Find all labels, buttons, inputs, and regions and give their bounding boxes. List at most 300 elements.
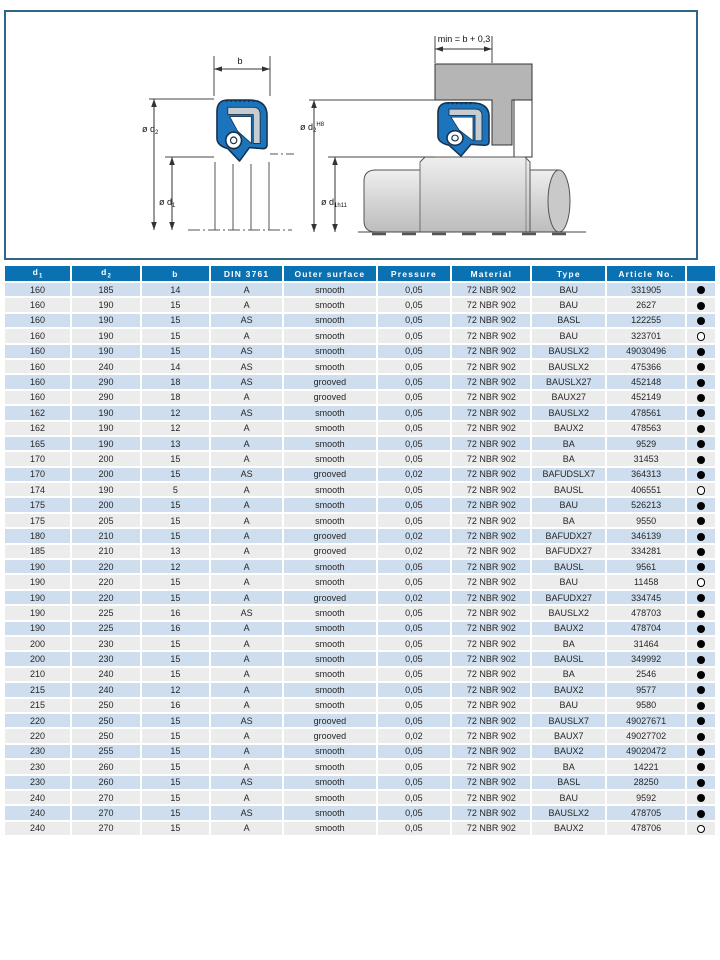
cell-pressure: 0,05 xyxy=(378,699,451,712)
cell-article-no: 9561 xyxy=(607,560,685,573)
table-row xyxy=(5,683,715,696)
cell-availability xyxy=(687,822,715,835)
cell-outer-surface: smooth xyxy=(284,345,375,358)
cell-outer-surface: smooth xyxy=(284,483,375,496)
cell-article-no: 364313 xyxy=(607,468,685,481)
cell-availability xyxy=(687,760,715,773)
cell-material: 72 NBR 902 xyxy=(452,575,530,588)
cell-material: 72 NBR 902 xyxy=(452,806,530,819)
cell-outer-surface: smooth xyxy=(284,298,375,311)
cell-outer-surface: smooth xyxy=(284,498,375,511)
cell-article-no: 323701 xyxy=(607,329,685,342)
cell-b: 15 xyxy=(142,652,209,665)
cell-type: BAFUDSLX7 xyxy=(532,468,605,481)
cell-d1: 180 xyxy=(5,529,70,542)
cell-outer-surface: smooth xyxy=(284,560,375,573)
cell-outer-surface: smooth xyxy=(284,452,375,465)
cell-pressure: 0,02 xyxy=(378,591,451,604)
cell-availability xyxy=(687,776,715,789)
technical-drawing-box xyxy=(4,10,698,260)
cell-d1: 190 xyxy=(5,560,70,573)
cell-material: 72 NBR 902 xyxy=(452,483,530,496)
cell-d1: 230 xyxy=(5,745,70,758)
availability-dot-filled xyxy=(697,594,705,602)
cell-pressure: 0,05 xyxy=(378,298,451,311)
table-row xyxy=(5,729,715,742)
cell-d1: 185 xyxy=(5,545,70,558)
cell-din-3761: AS xyxy=(211,714,282,727)
availability-dot-filled xyxy=(697,686,705,694)
cell-pressure: 0,02 xyxy=(378,529,451,542)
cell-din-3761: A xyxy=(211,729,282,742)
cell-pressure: 0,05 xyxy=(378,483,451,496)
cell-availability xyxy=(687,483,715,496)
availability-dot-filled xyxy=(697,425,705,433)
cell-d1: 230 xyxy=(5,776,70,789)
cell-d1: 165 xyxy=(5,437,70,450)
cell-material: 72 NBR 902 xyxy=(452,699,530,712)
col-header-din-3761: DIN 3761 xyxy=(211,266,282,281)
col-header-b: b xyxy=(142,266,209,281)
cell-outer-surface: smooth xyxy=(284,622,375,635)
cell-d2: 250 xyxy=(72,699,140,712)
cell-article-no: 478706 xyxy=(607,822,685,835)
cell-type: BASL xyxy=(532,314,605,327)
availability-dot-filled xyxy=(697,363,705,371)
cell-availability xyxy=(687,575,715,588)
cell-b: 15 xyxy=(142,791,209,804)
table-row xyxy=(5,360,715,373)
cell-availability xyxy=(687,668,715,681)
cell-type: BAU xyxy=(532,298,605,311)
cell-din-3761: A xyxy=(211,575,282,588)
cell-b: 15 xyxy=(142,729,209,742)
table-row xyxy=(5,329,715,342)
cell-availability xyxy=(687,329,715,342)
cell-d1: 215 xyxy=(5,699,70,712)
cell-d2: 270 xyxy=(72,791,140,804)
cell-type: BAU xyxy=(532,575,605,588)
availability-dot-filled xyxy=(697,409,705,417)
cell-d2: 185 xyxy=(72,283,140,296)
availability-dot-filled xyxy=(697,379,705,387)
cell-type: BAUX2 xyxy=(532,622,605,635)
cell-d1: 230 xyxy=(5,760,70,773)
cell-outer-surface: grooved xyxy=(284,591,375,604)
dim-label-d1: ø $d_1$ xyxy=(159,197,176,209)
cell-type: BA xyxy=(532,514,605,527)
cell-availability xyxy=(687,591,715,604)
cell-pressure: 0,05 xyxy=(378,391,451,404)
cell-din-3761: A xyxy=(211,760,282,773)
cell-article-no: 31453 xyxy=(607,452,685,465)
cell-d1: 190 xyxy=(5,622,70,635)
cell-din-3761: A xyxy=(211,514,282,527)
cell-b: 15 xyxy=(142,314,209,327)
cell-article-no: 478704 xyxy=(607,622,685,635)
cell-b: 16 xyxy=(142,606,209,619)
table-row xyxy=(5,345,715,358)
cell-pressure: 0,05 xyxy=(378,498,451,511)
cell-d1: 160 xyxy=(5,345,70,358)
cell-d2: 290 xyxy=(72,391,140,404)
shaft xyxy=(364,157,570,232)
table-row xyxy=(5,699,715,712)
cell-material: 72 NBR 902 xyxy=(452,729,530,742)
cell-d1: 200 xyxy=(5,637,70,650)
cell-outer-surface: smooth xyxy=(284,329,375,342)
cell-pressure: 0,05 xyxy=(378,314,451,327)
cell-material: 72 NBR 902 xyxy=(452,283,530,296)
availability-dot-filled xyxy=(697,779,705,787)
cell-article-no: 406551 xyxy=(607,483,685,496)
cell-outer-surface: grooved xyxy=(284,545,375,558)
table-row xyxy=(5,652,715,665)
cell-din-3761: A xyxy=(211,452,282,465)
cell-material: 72 NBR 902 xyxy=(452,822,530,835)
cell-d2: 225 xyxy=(72,622,140,635)
cell-b: 15 xyxy=(142,498,209,511)
cell-article-no: 31464 xyxy=(607,637,685,650)
cell-outer-surface: smooth xyxy=(284,437,375,450)
cell-din-3761: A xyxy=(211,498,282,511)
cell-pressure: 0,05 xyxy=(378,652,451,665)
cell-article-no: 346139 xyxy=(607,529,685,542)
cell-d1: 220 xyxy=(5,714,70,727)
cell-din-3761: AS xyxy=(211,314,282,327)
cell-d2: 190 xyxy=(72,329,140,342)
cell-availability xyxy=(687,545,715,558)
table-row xyxy=(5,591,715,604)
cell-d2: 200 xyxy=(72,468,140,481)
cell-material: 72 NBR 902 xyxy=(452,560,530,573)
cell-availability xyxy=(687,406,715,419)
cell-pressure: 0,05 xyxy=(378,514,451,527)
cell-b: 12 xyxy=(142,422,209,435)
cell-d1: 175 xyxy=(5,498,70,511)
cell-availability xyxy=(687,637,715,650)
cell-din-3761: AS xyxy=(211,375,282,388)
cell-availability xyxy=(687,560,715,573)
availability-dot-filled xyxy=(697,625,705,633)
cell-d1: 240 xyxy=(5,791,70,804)
table-row xyxy=(5,791,715,804)
cell-d2: 260 xyxy=(72,776,140,789)
cell-pressure: 0,05 xyxy=(378,360,451,373)
col-header-article-no: Article No. xyxy=(607,266,685,281)
cell-d2: 250 xyxy=(72,729,140,742)
availability-dot-filled xyxy=(697,794,705,802)
cell-d1: 170 xyxy=(5,468,70,481)
cell-d2: 220 xyxy=(72,560,140,573)
cell-availability xyxy=(687,714,715,727)
cell-type: BAUSL xyxy=(532,483,605,496)
cell-b: 15 xyxy=(142,714,209,727)
cell-din-3761: A xyxy=(211,298,282,311)
cell-availability xyxy=(687,514,715,527)
cell-article-no: 49027671 xyxy=(607,714,685,727)
cell-din-3761: A xyxy=(211,699,282,712)
cell-din-3761: A xyxy=(211,329,282,342)
cell-article-no: 334745 xyxy=(607,591,685,604)
cell-b: 15 xyxy=(142,345,209,358)
cell-din-3761: A xyxy=(211,668,282,681)
cell-type: BAUX2 xyxy=(532,822,605,835)
col-header-material: Material xyxy=(452,266,530,281)
cell-b: 16 xyxy=(142,622,209,635)
cell-d2: 190 xyxy=(72,437,140,450)
cell-material: 72 NBR 902 xyxy=(452,745,530,758)
cell-pressure: 0,05 xyxy=(378,760,451,773)
cell-din-3761: A xyxy=(211,529,282,542)
cell-outer-surface: smooth xyxy=(284,668,375,681)
cell-availability xyxy=(687,498,715,511)
cell-type: BAUX2 xyxy=(532,683,605,696)
cell-b: 15 xyxy=(142,776,209,789)
cell-d2: 190 xyxy=(72,422,140,435)
cell-d2: 190 xyxy=(72,314,140,327)
table-row xyxy=(5,406,715,419)
availability-dot-open xyxy=(697,486,706,495)
cell-pressure: 0,05 xyxy=(378,791,451,804)
cell-type: BAUSLX7 xyxy=(532,714,605,727)
cell-type: BA xyxy=(532,760,605,773)
cell-type: BAUSLX2 xyxy=(532,606,605,619)
cell-pressure: 0,05 xyxy=(378,683,451,696)
cell-b: 12 xyxy=(142,560,209,573)
table-row xyxy=(5,468,715,481)
cell-availability xyxy=(687,745,715,758)
cell-pressure: 0,05 xyxy=(378,422,451,435)
cell-d1: 200 xyxy=(5,652,70,665)
cell-b: 15 xyxy=(142,529,209,542)
table-row xyxy=(5,498,715,511)
cell-material: 72 NBR 902 xyxy=(452,652,530,665)
cell-material: 72 NBR 902 xyxy=(452,637,530,650)
cell-d1: 160 xyxy=(5,375,70,388)
cell-outer-surface: smooth xyxy=(284,422,375,435)
cell-material: 72 NBR 902 xyxy=(452,360,530,373)
cell-b: 15 xyxy=(142,760,209,773)
table-row xyxy=(5,714,715,727)
cell-d2: 270 xyxy=(72,822,140,835)
cell-material: 72 NBR 902 xyxy=(452,683,530,696)
cell-d1: 162 xyxy=(5,406,70,419)
cell-d1: 190 xyxy=(5,591,70,604)
cell-d2: 210 xyxy=(72,545,140,558)
cell-article-no: 9550 xyxy=(607,514,685,527)
table-row xyxy=(5,452,715,465)
cell-type: BAUX27 xyxy=(532,391,605,404)
dim-label-d2: ø $d_2$ xyxy=(142,124,159,136)
cell-d2: 260 xyxy=(72,760,140,773)
cell-availability xyxy=(687,345,715,358)
col-header-outer-surface: Outer surface xyxy=(284,266,375,281)
cell-d1: 160 xyxy=(5,298,70,311)
cell-type: BAUX2 xyxy=(532,745,605,758)
cell-d2: 240 xyxy=(72,360,140,373)
cell-material: 72 NBR 902 xyxy=(452,622,530,635)
spec-table-container xyxy=(3,264,717,837)
cell-b: 13 xyxy=(142,437,209,450)
cell-type: BAUSLX2 xyxy=(532,406,605,419)
cell-din-3761: A xyxy=(211,683,282,696)
cell-material: 72 NBR 902 xyxy=(452,329,530,342)
cell-article-no: 452148 xyxy=(607,375,685,388)
availability-dot-filled xyxy=(697,702,705,710)
availability-dot-filled xyxy=(697,733,705,741)
cell-din-3761: AS xyxy=(211,776,282,789)
cell-type: BAFUDX27 xyxy=(532,591,605,604)
cell-d1: 190 xyxy=(5,606,70,619)
cell-outer-surface: smooth xyxy=(284,791,375,804)
cell-article-no: 475366 xyxy=(607,360,685,373)
cell-b: 15 xyxy=(142,452,209,465)
dim-label-d1-h11: ø $d_1h11$ xyxy=(321,197,347,209)
cell-availability xyxy=(687,422,715,435)
table-row xyxy=(5,668,715,681)
cell-pressure: 0,05 xyxy=(378,560,451,573)
table-row xyxy=(5,298,715,311)
cell-material: 72 NBR 902 xyxy=(452,452,530,465)
cell-outer-surface: smooth xyxy=(284,406,375,419)
dim-label-b: b xyxy=(237,56,243,66)
seal-spec-table xyxy=(3,264,717,837)
table-row xyxy=(5,514,715,527)
table-row xyxy=(5,437,715,450)
cell-outer-surface: smooth xyxy=(284,652,375,665)
cell-din-3761: AS xyxy=(211,345,282,358)
cell-outer-surface: smooth xyxy=(284,683,375,696)
cell-outer-surface: grooved xyxy=(284,468,375,481)
cell-din-3761: A xyxy=(211,791,282,804)
availability-dot-filled xyxy=(697,763,705,771)
cell-material: 72 NBR 902 xyxy=(452,345,530,358)
cell-pressure: 0,02 xyxy=(378,729,451,742)
cell-article-no: 122255 xyxy=(607,314,685,327)
cell-type: BAU xyxy=(532,498,605,511)
cell-b: 15 xyxy=(142,298,209,311)
cell-b: 15 xyxy=(142,591,209,604)
cell-din-3761: AS xyxy=(211,360,282,373)
cell-material: 72 NBR 902 xyxy=(452,468,530,481)
cell-d2: 230 xyxy=(72,637,140,650)
cell-din-3761: A xyxy=(211,283,282,296)
cell-material: 72 NBR 902 xyxy=(452,437,530,450)
availability-dot-filled xyxy=(697,533,705,541)
cell-type: BAUX2 xyxy=(532,422,605,435)
cell-availability xyxy=(687,683,715,696)
availability-dot-filled xyxy=(697,671,705,679)
table-row xyxy=(5,529,715,542)
cell-article-no: 478703 xyxy=(607,606,685,619)
cell-availability xyxy=(687,298,715,311)
cell-pressure: 0,05 xyxy=(378,283,451,296)
table-row xyxy=(5,545,715,558)
figure-seal-section xyxy=(142,56,295,230)
cell-type: BAFUDX27 xyxy=(532,529,605,542)
cell-din-3761: A xyxy=(211,422,282,435)
seal-installed xyxy=(438,103,489,156)
cell-pressure: 0,05 xyxy=(378,329,451,342)
dim-label-min-b: min = b + 0,3 xyxy=(437,34,491,44)
cell-outer-surface: smooth xyxy=(284,776,375,789)
cell-outer-surface: smooth xyxy=(284,514,375,527)
cell-type: BAU xyxy=(532,699,605,712)
cell-material: 72 NBR 902 xyxy=(452,776,530,789)
availability-dot-filled xyxy=(697,656,705,664)
cell-material: 72 NBR 902 xyxy=(452,668,530,681)
cell-d2: 290 xyxy=(72,375,140,388)
table-row xyxy=(5,483,715,496)
cell-outer-surface: smooth xyxy=(284,806,375,819)
cell-d1: 175 xyxy=(5,514,70,527)
cell-d2: 190 xyxy=(72,298,140,311)
cell-d2: 190 xyxy=(72,345,140,358)
cell-b: 15 xyxy=(142,668,209,681)
cell-d1: 220 xyxy=(5,729,70,742)
availability-dot-filled xyxy=(697,286,705,294)
cell-outer-surface: grooved xyxy=(284,391,375,404)
availability-dot-filled xyxy=(697,517,705,525)
cell-b: 15 xyxy=(142,514,209,527)
cell-article-no: 14221 xyxy=(607,760,685,773)
table-row xyxy=(5,422,715,435)
cell-pressure: 0,02 xyxy=(378,545,451,558)
cell-din-3761: A xyxy=(211,591,282,604)
table-row xyxy=(5,822,715,835)
col-header-d1: $d_1$ xyxy=(5,266,70,281)
cell-availability xyxy=(687,606,715,619)
cell-pressure: 0,02 xyxy=(378,468,451,481)
cell-d1: 160 xyxy=(5,391,70,404)
cell-type: BAU xyxy=(532,329,605,342)
seal-cross-section xyxy=(217,100,267,161)
table-row xyxy=(5,622,715,635)
cell-availability xyxy=(687,360,715,373)
cell-availability xyxy=(687,468,715,481)
cell-article-no: 334281 xyxy=(607,545,685,558)
cell-din-3761: A xyxy=(211,560,282,573)
availability-dot-filled xyxy=(697,717,705,725)
cell-availability xyxy=(687,437,715,450)
cell-article-no: 349992 xyxy=(607,652,685,665)
cell-din-3761: AS xyxy=(211,806,282,819)
cell-d1: 190 xyxy=(5,575,70,588)
cell-availability xyxy=(687,699,715,712)
housing-bore-wall xyxy=(514,100,532,157)
cell-type: BAU xyxy=(532,283,605,296)
cell-d1: 240 xyxy=(5,806,70,819)
cell-article-no: 478563 xyxy=(607,422,685,435)
cell-type: BA xyxy=(532,452,605,465)
table-row xyxy=(5,806,715,819)
cell-type: BAUSLX27 xyxy=(532,375,605,388)
cell-type: BAUSLX2 xyxy=(532,345,605,358)
cell-article-no: 49020472 xyxy=(607,745,685,758)
cell-article-no: 9529 xyxy=(607,437,685,450)
availability-dot-filled xyxy=(697,748,705,756)
cell-pressure: 0,05 xyxy=(378,452,451,465)
cell-d2: 225 xyxy=(72,606,140,619)
cell-availability xyxy=(687,729,715,742)
cell-b: 13 xyxy=(142,545,209,558)
cell-pressure: 0,05 xyxy=(378,637,451,650)
cell-d2: 210 xyxy=(72,529,140,542)
cell-pressure: 0,05 xyxy=(378,668,451,681)
cell-outer-surface: smooth xyxy=(284,314,375,327)
availability-dot-filled xyxy=(697,502,705,510)
